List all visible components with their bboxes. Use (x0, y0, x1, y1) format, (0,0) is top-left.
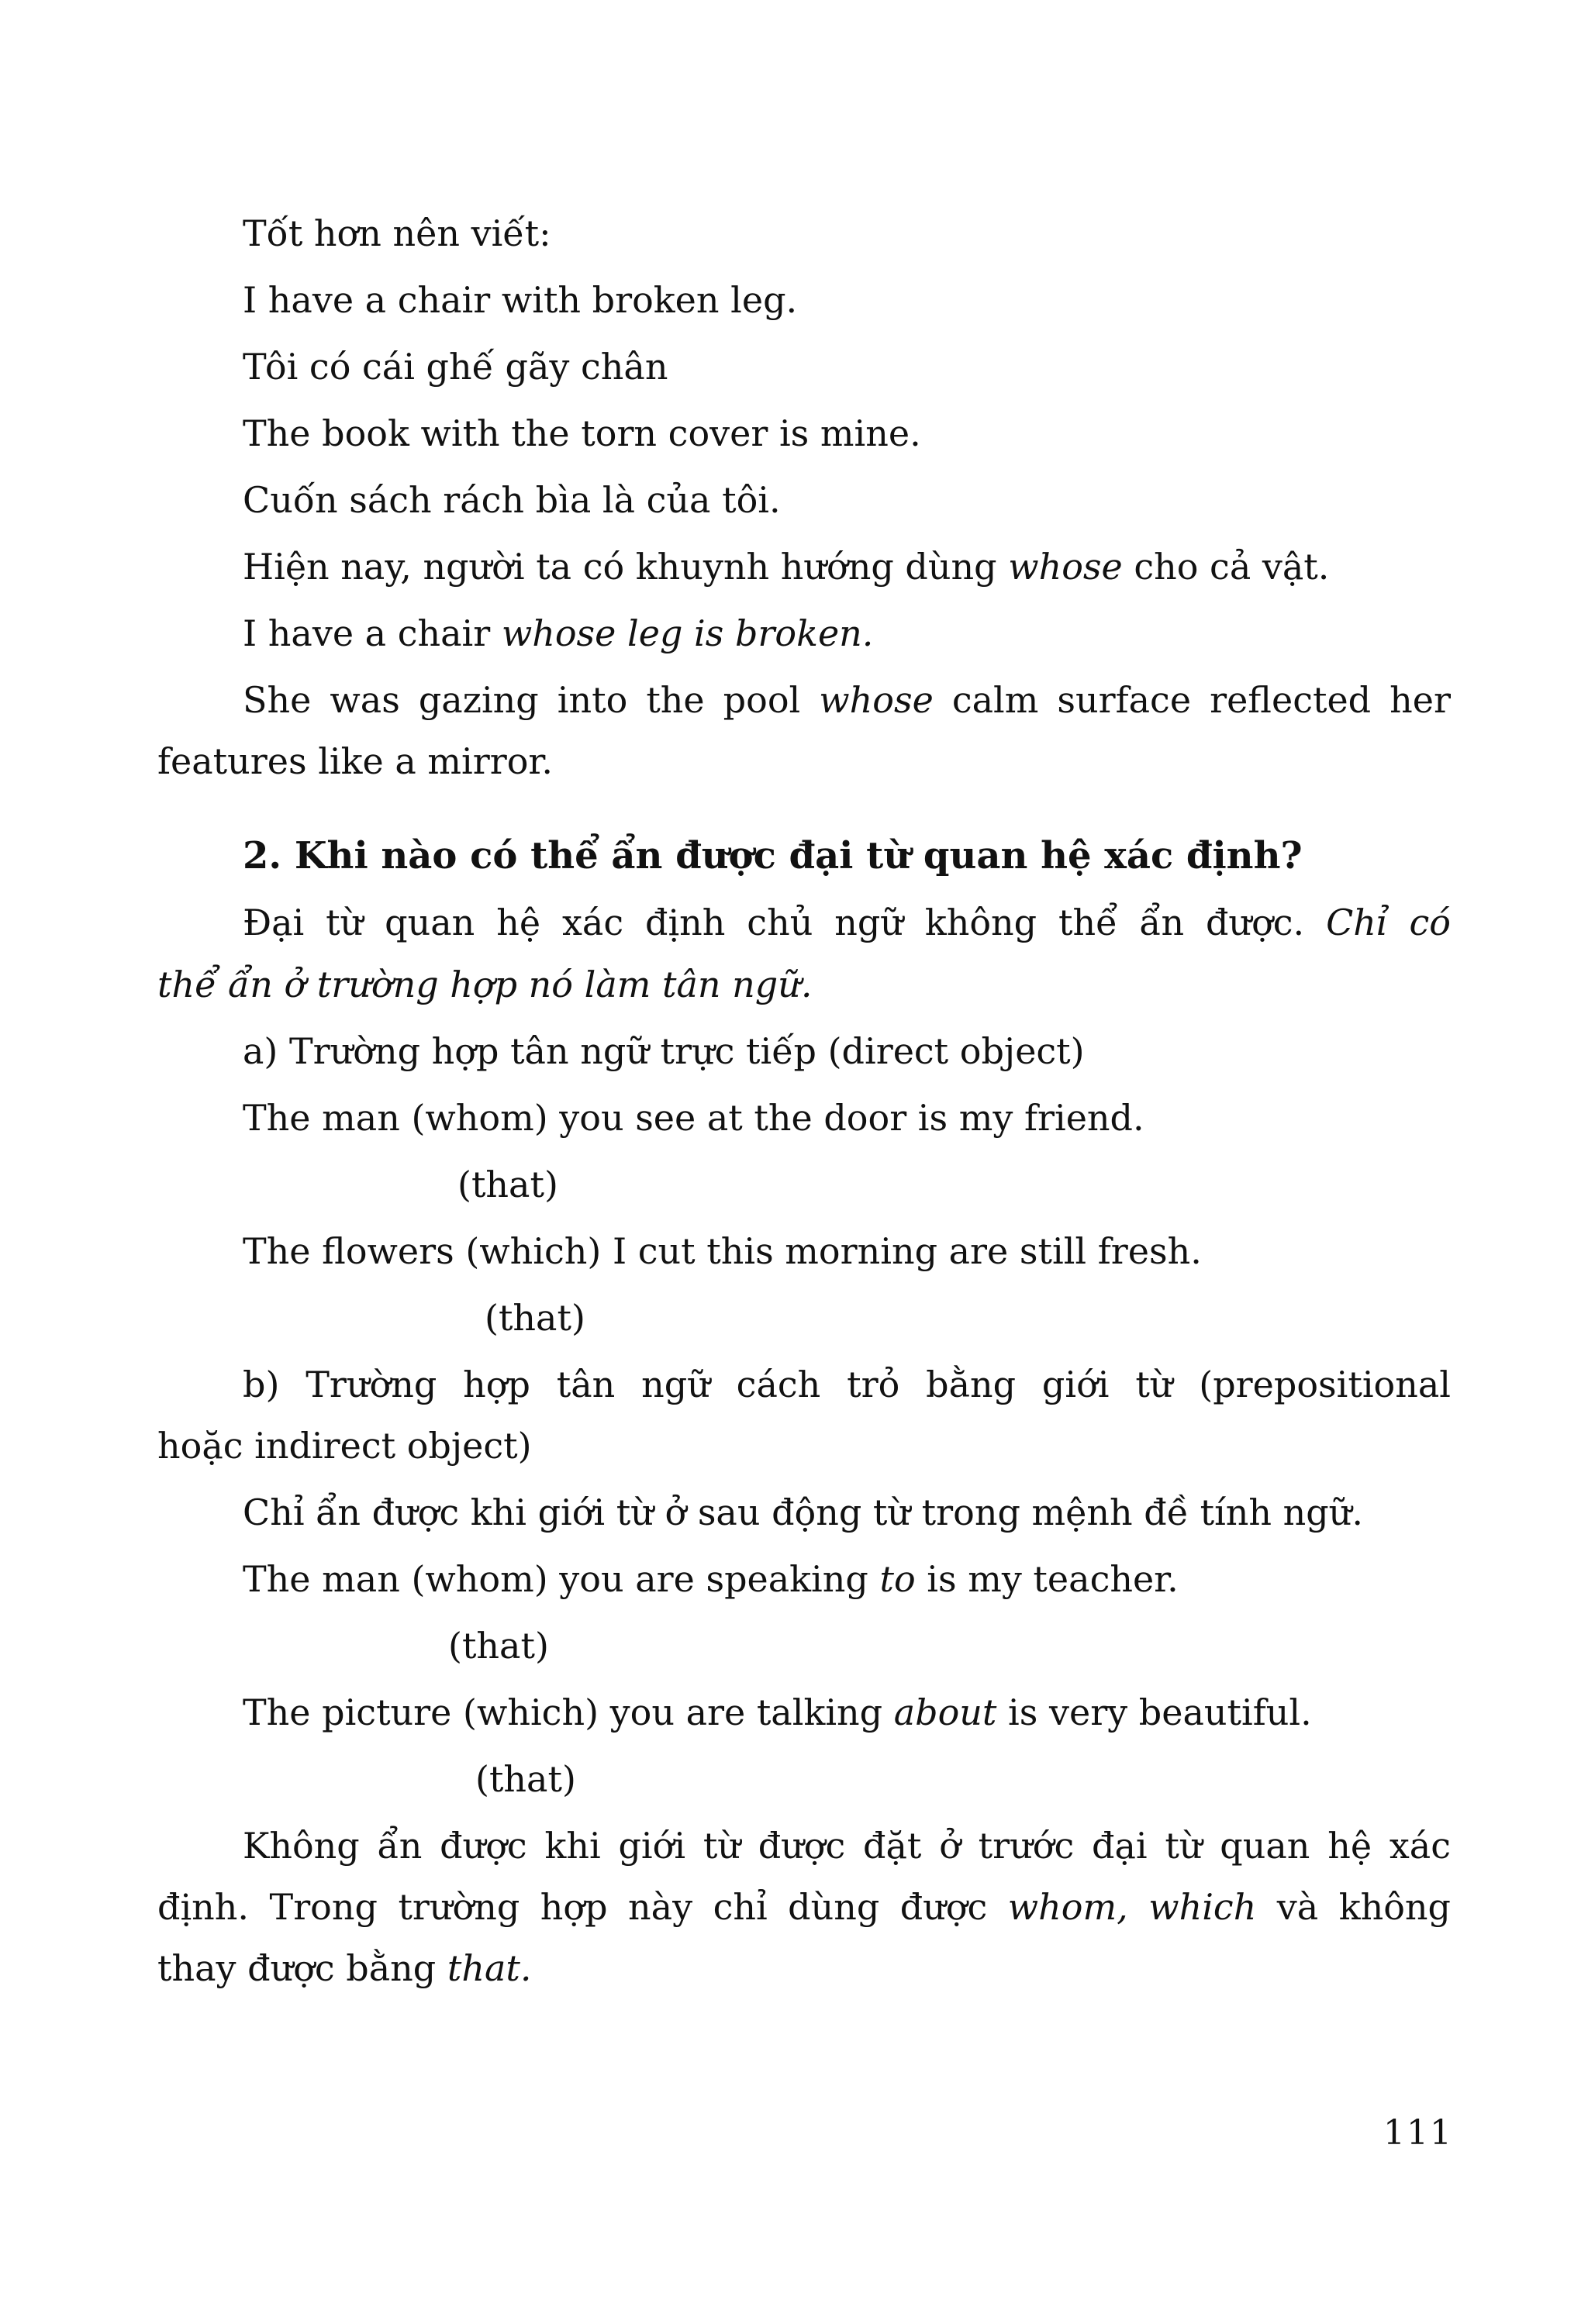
translation-line: Tôi có cái ghế gãy chân (243, 346, 668, 388)
section-heading: 2. Khi nào có thể ẩn được đại từ quan hệ xác định? (243, 834, 1303, 878)
translation-line: Cuốn sách rách bìa là của tôi. (243, 479, 781, 521)
emphasis: thể ẩn ở trường hợp nó làm tân ngữ. (157, 964, 813, 1005)
emphasis: to (879, 1558, 916, 1600)
example-sentence: features like a mirror. (157, 740, 553, 782)
example-sentence: The man (whom) you see at the door is my friend. (243, 1097, 1144, 1139)
text-line: định. Trong trường hợp này chỉ dùng được whom, which và không (157, 1886, 1451, 1928)
example-sentence: I have a chair whose leg is broken. (243, 612, 874, 654)
emphasis: whose (819, 679, 934, 721)
emphasis: whose leg is broken. (501, 612, 874, 654)
emphasis: whom, which (1007, 1886, 1257, 1928)
example-sentence: She was gazing into the pool whose calm surface reflected her (243, 679, 1451, 721)
text-line: Đại từ quan hệ xác định chủ ngữ không thể ẩn được. Chỉ có (243, 902, 1451, 943)
text-line (157, 961, 812, 1008)
example-sentence: The picture (which) you are talking about is very beautiful. (243, 1691, 1312, 1733)
emphasis: Chỉ có (1326, 902, 1451, 943)
subsection-label: b) Trường hợp tân ngữ cách trỏ bằng giới từ (prepositional (243, 1364, 1451, 1405)
text-line: thay được bằng that. (157, 1947, 532, 1989)
example-sentence: The book with the torn cover is mine. (243, 412, 921, 454)
page-number: 111 (1383, 2113, 1453, 2153)
alternative-pronoun: (that) (457, 1164, 558, 1205)
alternative-pronoun: (that) (448, 1625, 549, 1667)
text-line: Hiện nay, người ta có khuynh hướng dùng whose cho cả vật. (243, 546, 1330, 588)
example-sentence: The man (whom) you are speaking to is my teacher. (243, 1558, 1179, 1600)
emphasis: about (893, 1691, 997, 1733)
alternative-pronoun: (that) (475, 1758, 576, 1800)
emphasis: that. (447, 1947, 532, 1989)
subsection-label: a) Trường hợp tân ngữ trực tiếp (direct object) (243, 1030, 1085, 1072)
emphasis: whose (1008, 546, 1123, 588)
text-line: hoặc indirect object) (157, 1425, 532, 1467)
text-line: Chỉ ẩn được khi giới từ ở sau động từ trong mệnh đề tính ngữ. (243, 1491, 1364, 1533)
text-line: Không ẩn được khi giới từ được đặt ở trước đại từ quan hệ xác (243, 1825, 1451, 1867)
example-sentence: The flowers (which) I cut this morning are still fresh. (243, 1230, 1202, 1272)
text-line: Tốt hơn nên viết: (243, 212, 551, 254)
alternative-pronoun: (that) (485, 1297, 585, 1339)
example-sentence: I have a chair with broken leg. (243, 279, 798, 321)
